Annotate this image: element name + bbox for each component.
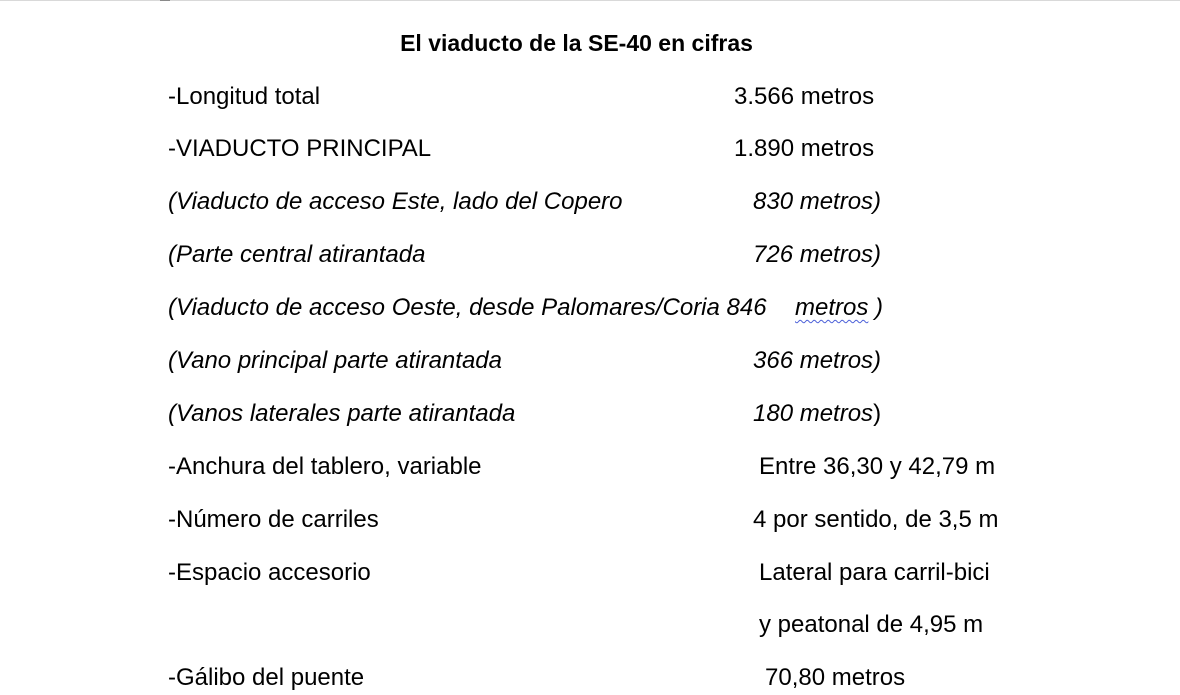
row-label: (Vanos laterales parte atirantada xyxy=(168,400,516,427)
row-longitud-total xyxy=(0,80,1180,114)
row-anchura-tablero xyxy=(0,450,1180,484)
row-value: 726 metros) xyxy=(753,241,882,268)
spellcheck-underlined-word[interactable]: metros xyxy=(795,294,869,321)
row-value: 1.890 metros xyxy=(734,135,875,162)
row-value: 830 metros) xyxy=(753,188,882,215)
row-parte-central xyxy=(0,238,1180,272)
row-vanos-laterales xyxy=(0,397,1180,431)
row-value-group xyxy=(795,291,883,325)
row-label: -Anchura del tablero, variable xyxy=(168,453,482,480)
row-acceso-oeste xyxy=(0,291,1180,325)
row-label: -Número de carriles xyxy=(168,506,379,533)
row-label: -Gálibo del puente xyxy=(168,664,365,691)
row-label: -Longitud total xyxy=(168,83,321,110)
row-value: 180 metros xyxy=(753,400,874,427)
row-label: (Vano principal parte atirantada xyxy=(168,347,502,374)
row-value-tail: ) xyxy=(873,400,882,427)
page-corner-marker xyxy=(160,0,170,1)
document-title: El viaducto de la SE-40 en cifras xyxy=(400,30,753,56)
row-value: 70,80 metros xyxy=(765,664,906,691)
row-label: (Viaducto de acceso Oeste, desde Palomares/Coria 846 xyxy=(168,294,767,321)
row-numero-carriles xyxy=(0,503,1180,537)
row-galibo-puente xyxy=(0,661,1180,695)
row-espacio-accesorio-cont xyxy=(0,608,1180,642)
row-value: Lateral para carril-bici xyxy=(759,559,990,586)
page-top-edge xyxy=(0,0,1180,1)
row-label: -VIADUCTO PRINCIPAL xyxy=(168,135,432,162)
row-acceso-este xyxy=(0,185,1180,219)
row-viaducto-principal xyxy=(0,132,1180,166)
row-label: (Parte central atirantada xyxy=(168,241,426,268)
row-label: (Viaducto de acceso Este, lado del Copero xyxy=(168,188,623,215)
row-vano-principal xyxy=(0,344,1180,378)
row-value: Entre 36,30 y 42,79 m xyxy=(759,453,996,480)
row-label: -Espacio accesorio xyxy=(168,559,371,586)
row-value-group xyxy=(753,397,881,431)
row-value: 3.566 metros xyxy=(734,83,875,110)
row-value: 366 metros) xyxy=(753,347,882,374)
row-value: 4 por sentido, de 3,5 m xyxy=(753,506,999,533)
row-value-tail: ) xyxy=(868,294,884,321)
row-espacio-accesorio xyxy=(0,556,1180,590)
row-value: y peatonal de 4,95 m xyxy=(759,611,984,638)
